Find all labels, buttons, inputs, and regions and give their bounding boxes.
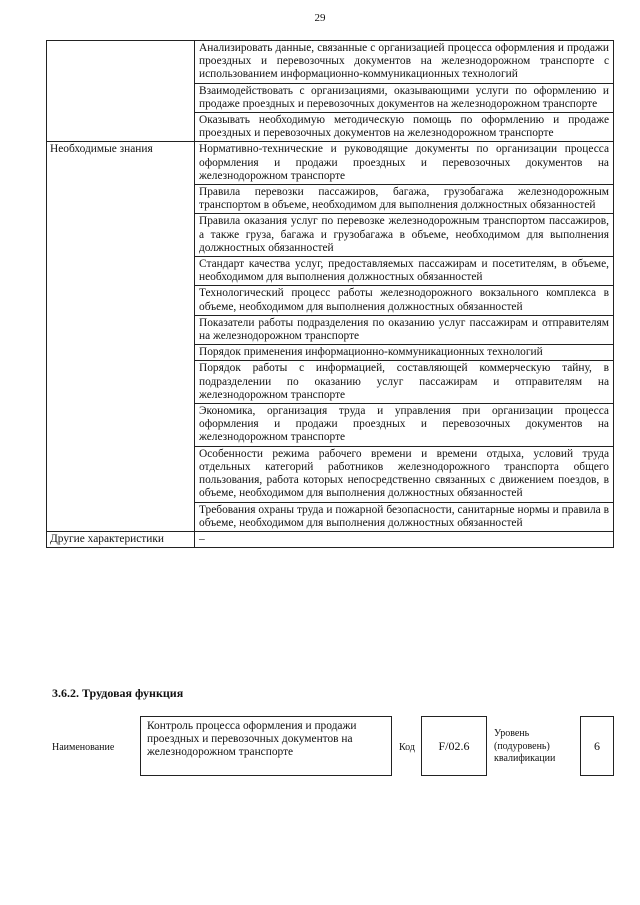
skill-item: Взаимодействовать с организациями, оказывающими услуги по оформлению и продаже проездных и перевозочных документов на железнодорожном транспорте [195, 83, 614, 112]
knowledge-label: Необходимые знания [47, 142, 195, 531]
function-name-box: Контроль процесса оформления и продажи проездных и перевозочных документов на железнодорожном транспорте [140, 716, 392, 776]
page-number: 29 [314, 12, 326, 24]
knowledge-item: Порядок применения информационно-коммуникационных технологий [195, 345, 614, 361]
code-box [421, 716, 487, 776]
knowledge-item: Правила оказания услуг по перевозке железнодорожным транспортом пассажиров, а также груза, багажа и грузобагажа в объеме, необходимом для выполнения должностных обязанностей [195, 214, 614, 257]
knowledge-item: Правила перевозки пассажиров, багажа, грузобагажа железнодорожным транспортом в объеме, необходимом для выполнения должностных обязанностей [195, 185, 614, 214]
knowledge-item: Порядок работы с информацией, составляющей коммерческую тайну, в подразделении по оказанию услуг пассажирам и отправителям на железнодорожном транспорте [195, 361, 614, 404]
knowledge-item: Требования охраны труда и пожарной безопасности, санитарные нормы и правила в объеме, необходимом для выполнения должностных обязанностей [195, 502, 614, 531]
knowledge-item: Показатели работы подразделения по оказанию услуг пассажирам и отправителям на железнодорожном транспорте [195, 315, 614, 344]
skill-item: Анализировать данные, связанные с организацией процесса оформления и продажи проездных и перевозочных документов на железнодорожном транспорте с использованием информационно-коммуникационных технологий [195, 41, 614, 84]
table-row [47, 142, 614, 185]
level-box [580, 716, 614, 776]
knowledge-item: Особенности режима рабочего времени и времени отдыха, условий труда отдельных категорий работников железнодорожного транспорта общего пользования, работа которых непосредственно связанных с движением поездов, в объеме, необходимом для выполнения должностных обязанностей [195, 446, 614, 502]
other-characteristics-value: – [195, 531, 614, 547]
level-label: Уровень (подуровень) квалификации [494, 728, 556, 764]
knowledge-item: Стандарт качества услуг, предоставляемых пассажирам и посетителям, в объеме, необходимом для выполнения должностных обязанностей [195, 257, 614, 286]
code-label: Код [399, 742, 415, 753]
code-value: F/02.6 [438, 738, 470, 753]
knowledge-item: Нормативно-технические и руководящие документы по организации процесса оформления и продажи проездных и перевозочных документов на железнодорожном транспорте [195, 142, 614, 185]
other-characteristics-label: Другие характеристики [47, 531, 195, 547]
table-row [47, 41, 614, 84]
level-value: 6 [594, 738, 600, 753]
skills-table [46, 40, 614, 548]
skill-item: Оказывать необходимую методическую помощь по оформлению и продаже проездных и перевозочных документов на железнодорожном транспорте [195, 113, 614, 142]
table-row [47, 531, 614, 547]
knowledge-item: Экономика, организация труда и управления при организации процесса оформления и продажи проездных и перевозочных документов на железнодорожном транспорте [195, 404, 614, 447]
knowledge-item: Технологический процесс работы железнодорожного вокзального комплекса в объеме, необходимом для выполнения должностных обязанностей [195, 286, 614, 315]
empty-label-cell [47, 41, 195, 142]
section-title: 3.6.2. Трудовая функция [52, 686, 184, 700]
name-label: Наименование [52, 742, 115, 753]
